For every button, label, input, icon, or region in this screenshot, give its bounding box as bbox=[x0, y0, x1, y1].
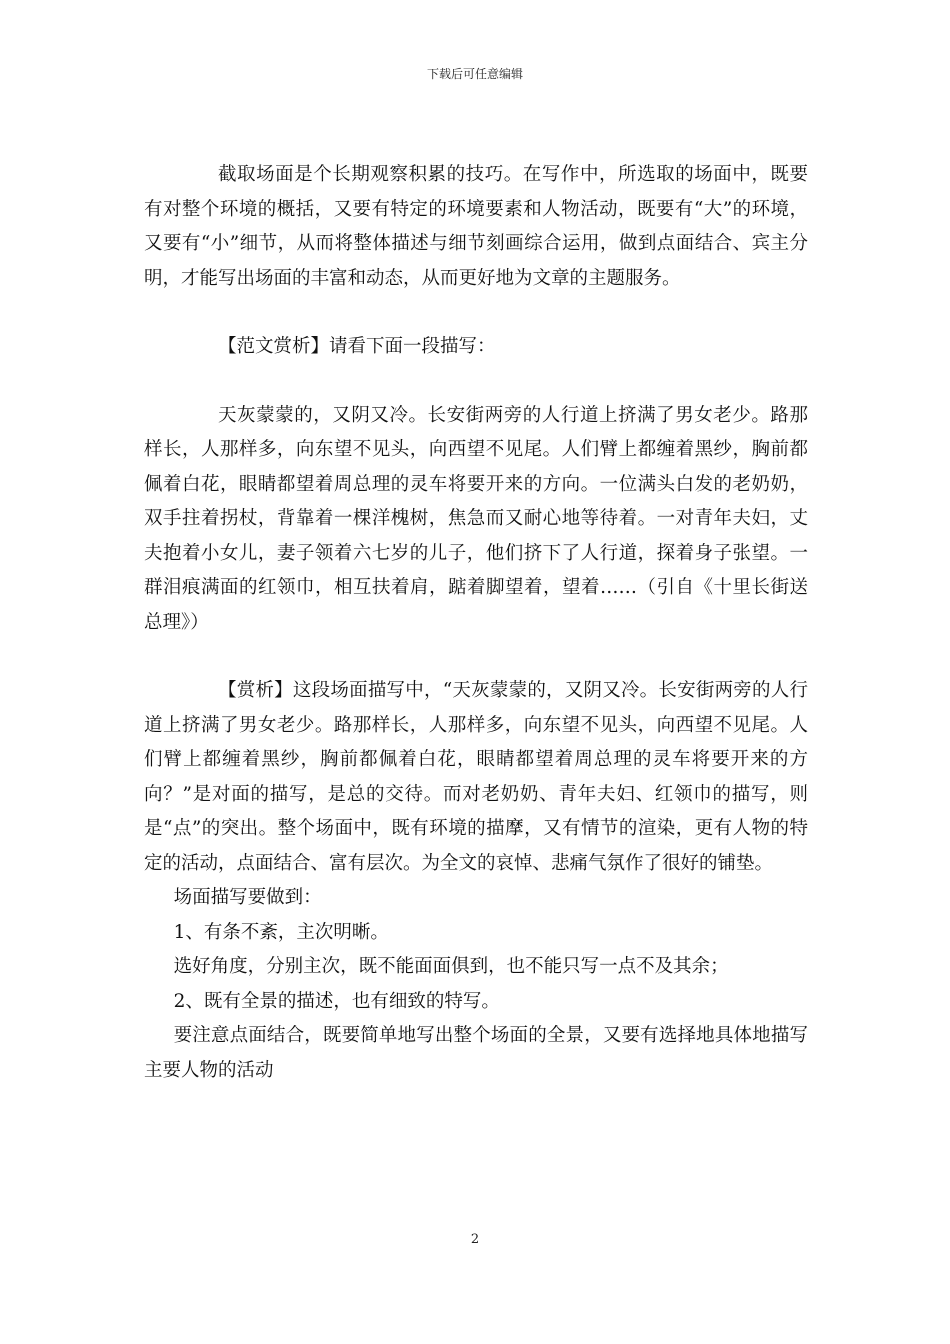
paragraph-example-heading: 【范文赏析】请看下面一段描写： bbox=[218, 336, 496, 357]
list-item-2: 2、既有全景的描述，也有细致的特写。 bbox=[173, 990, 500, 1012]
page-number: 2 bbox=[470, 1232, 480, 1247]
paragraph-analysis: 【赏析】这段场面描写中，“天灰蒙蒙的，又阴又冷。长安街两旁的人行道上挤满了男女老少。路那样长，人那样多，向东望不见头，向西望不见尾。人们臂上都缠着黑纱，胸前都佩着白花，眼睛都望着周总理的灵车将要开来的方向？”是对面的描写，是总的交待。而对老奶奶、青年夫妇、红领巾的描写，则是“点”的突出。整个场面中，既有环境的描摩，又有情节的渲染，更有人物的特定的活动，点面结合、富有层次。为全文的哀悼、悲痛气氛作了很好的铺垫。 bbox=[144, 680, 808, 874]
list-item-1: 1、有条不紊，主次明晰。 bbox=[173, 921, 389, 943]
paragraph-intro: 截取场面是个长期观察积累的技巧。在写作中，所选取的场面中，既要有对整个环境的概括，又要有特定的环境要素和人物活动，既要有“大”的环境，又要有“小”细节，从而将整体描述与细节刻画综合运用，做到点面结合、宾主分明，才能写出场面的丰富和动态，从而更好地为文章的主题服务。 bbox=[144, 164, 808, 289]
page-header: 下载后可任意编辑 bbox=[426, 67, 523, 81]
list-item-2-detail: 要注意点面结合，既要简单地写出整个场面的全景，又要有选择地具体地描写主要人物的活动 bbox=[144, 1025, 808, 1081]
document-body bbox=[144, 158, 808, 1088]
paragraph-example-text: 天灰蒙蒙的，又阴又冷。长安街两旁的人行道上挤满了男女老少。路那样长，人那样多，向东望不见头，向西望不见尾。人们臂上都缠着黑纱，胸前都佩着白花，眼睛都望着周总理的灵车将要开来的方向。一位满头白发的老奶奶，双手拄着拐杖，背靠着一棵洋槐树，焦急而又耐心地等待着。一对青年夫妇，丈夫抱着小女儿，妻子领着六七岁的儿子，他们挤下了人行道，探着身子张望。一群泪痕满面的红领巾，相互扶着肩，踮着脚望着，望着……（引自《十里长街送总理》） bbox=[144, 404, 808, 633]
paragraph-requirements-heading: 场面描写要做到： bbox=[173, 887, 322, 908]
list-item-1-detail: 选好角度，分别主次，既不能面面俱到，也不能只写一点不及其余； bbox=[173, 956, 729, 977]
